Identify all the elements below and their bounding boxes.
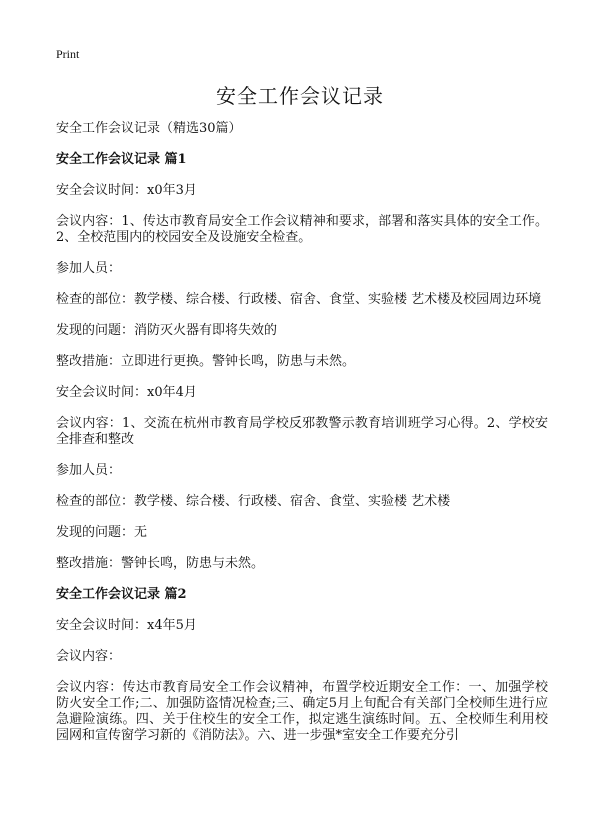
print-link[interactable]: Print: [56, 47, 80, 61]
issues-found: 发现的问题：无: [56, 525, 148, 540]
document-body: [56, 121, 548, 759]
section-heading: 安全工作会议记录 篇1: [56, 152, 187, 167]
meeting-content: 会议内容：1、交流在杭州市教育局学校反邪教警示教育培训班学习心得。2、学校安全排查和整改: [56, 416, 548, 447]
inspection-areas: 检查的部位：教学楼、综合楼、行政楼、宿舍、食堂、实验楼 艺术楼: [56, 494, 451, 509]
meeting-time: 安全会议时间：x4年5月: [56, 618, 197, 633]
document-title: 安全工作会议记录: [216, 84, 384, 108]
meeting-time: 安全会议时间：x0年3月: [56, 183, 197, 198]
section-1: [56, 152, 548, 572]
participants: 参加人员：: [56, 261, 122, 276]
document-subtitle: 安全工作会议记录（精选30篇）: [56, 121, 242, 136]
corrective-measures: 整改措施：警钟长鸣，防患与未然。: [56, 556, 265, 571]
section-heading: 安全工作会议记录 篇2: [56, 587, 187, 602]
section-2: [56, 587, 548, 744]
issues-found: 发现的问题：消防灭火器有即将失效的: [56, 323, 278, 338]
meeting-time: 安全会议时间：x0年4月: [56, 385, 197, 400]
meeting-content-label: 会议内容：: [56, 649, 122, 664]
meeting-content: 会议内容：传达市教育局安全工作会议精神，布置学校近期安全工作：一、加强学校防火安全工作;二、加强防盗情况检查;三、确定5月上旬配合有关部门全校师生进行应急避险演练。四、关于住校生的安全工作，拟定逃生演练时间。五、全校师生利用校园网和宣传窗学习新的《消防法》。六、进一步强*室安全工作要充分引: [56, 680, 548, 743]
meeting-content: 会议内容：1、传达市教育局安全工作会议精神和要求，部署和落实具体的安全工作。2、全校范围内的校园安全及设施安全检查。: [56, 214, 548, 245]
inspection-areas: 检查的部位：教学楼、综合楼、行政楼、宿舍、食堂、实验楼 艺术楼及校园周边环境: [56, 292, 542, 307]
participants: 参加人员：: [56, 463, 122, 478]
corrective-measures: 整改措施：立即进行更换。警钟长鸣，防患与未然。: [56, 354, 356, 369]
